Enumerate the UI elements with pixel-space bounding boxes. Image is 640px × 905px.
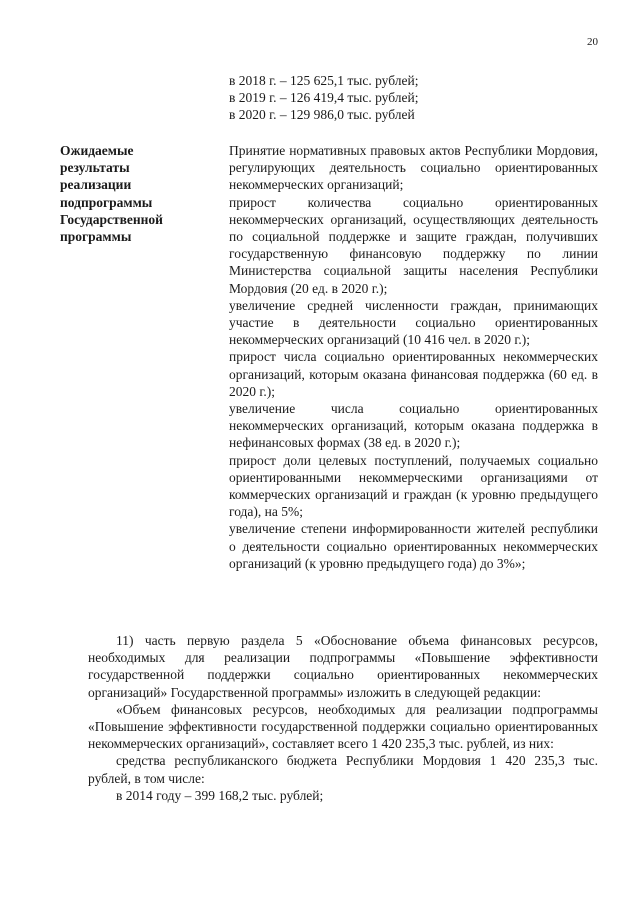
label-line: подпрограммы <box>60 194 153 210</box>
paragraph-11: 11) часть первую раздела 5 «Обоснование объема финансовых ресурсов, необходимых для реализации подпрограммы «Повышение эффективности государственной поддержки социально ориентированных некоммерческих организаций» Государственной программы» изложить в следующей редакции: <box>88 633 598 700</box>
funding-line-2019: в 2019 г. – 126 419,4 тыс. рублей; <box>229 90 419 105</box>
label-line: реализации <box>60 177 132 193</box>
result-item-nonfinancial-support: увеличение числа социально ориентированных некоммерческих организаций, которым оказана поддержка в нефинансовых формах (38 ед. в 2020 г.); <box>229 401 598 451</box>
result-item-targeted-revenue: прирост доли целевых поступлений, получаемых социально ориентированными некоммерческими организациями от коммерческих организаций и граждан (к уровню предыдущего года), на 5%; <box>229 452 598 520</box>
label-line: Ожидаемые <box>60 143 134 158</box>
expected-results-label <box>60 142 220 245</box>
funding-line-2020: в 2020 г. – 129 986,0 тыс. рублей <box>229 107 415 122</box>
expected-results-list <box>229 142 598 572</box>
amendment-text <box>88 632 598 804</box>
result-item-citizens-participation: увеличение средней численности граждан, принимающих участие в деятельности социально ориентированных некоммерческих организаций (10 416 чел. в 2020 г.); <box>229 297 598 348</box>
budget-paragraph: средства республиканского бюджета Республики Мордовия 1 420 235,3 тыс. рублей, в том числе: <box>88 753 598 786</box>
label-line: результаты <box>60 160 130 176</box>
funding-by-year-list <box>229 72 609 123</box>
result-item-organizations-growth: прирост количества социально ориентированных некоммерческих организаций, осуществляющих деятельность по социальной поддержке и защите граждан, получивших государственную финансовую поддержку по линии Министерства социальной защиты населения Республики Мордовия (20 ед. в 2020 г.); <box>229 194 598 296</box>
funding-line-2018: в 2018 г. – 125 625,1 тыс. рублей; <box>229 73 419 88</box>
result-item-normative-acts: Принятие нормативных правовых актов Республики Мордовия, регулирующих деятельность социально ориентированных некоммерческих организаций; <box>229 143 598 193</box>
result-item-awareness: увеличение степени информированности жителей республики о деятельности социально ориентированных некоммерческих организаций (к уровню предыдущего года) до 3%»; <box>229 521 598 571</box>
label-line: Государственной <box>60 211 163 227</box>
label-line: программы <box>60 229 132 245</box>
quoted-funding-paragraph: «Объем финансовых ресурсов, необходимых для реализации подпрограммы «Повышение эффективности государственной поддержки социально ориентированных некоммерческих организаций», составляет всего 1 420 235,3 тыс. рублей, из них: <box>88 701 598 752</box>
result-item-financial-support: прирост числа социально ориентированных некоммерческих организаций, которым оказана финансовая поддержка (60 ед. в 2020 г.); <box>229 349 598 399</box>
page-number: 20 <box>587 36 598 48</box>
year-2014-line: в 2014 году – 399 168,2 тыс. рублей; <box>116 787 324 803</box>
